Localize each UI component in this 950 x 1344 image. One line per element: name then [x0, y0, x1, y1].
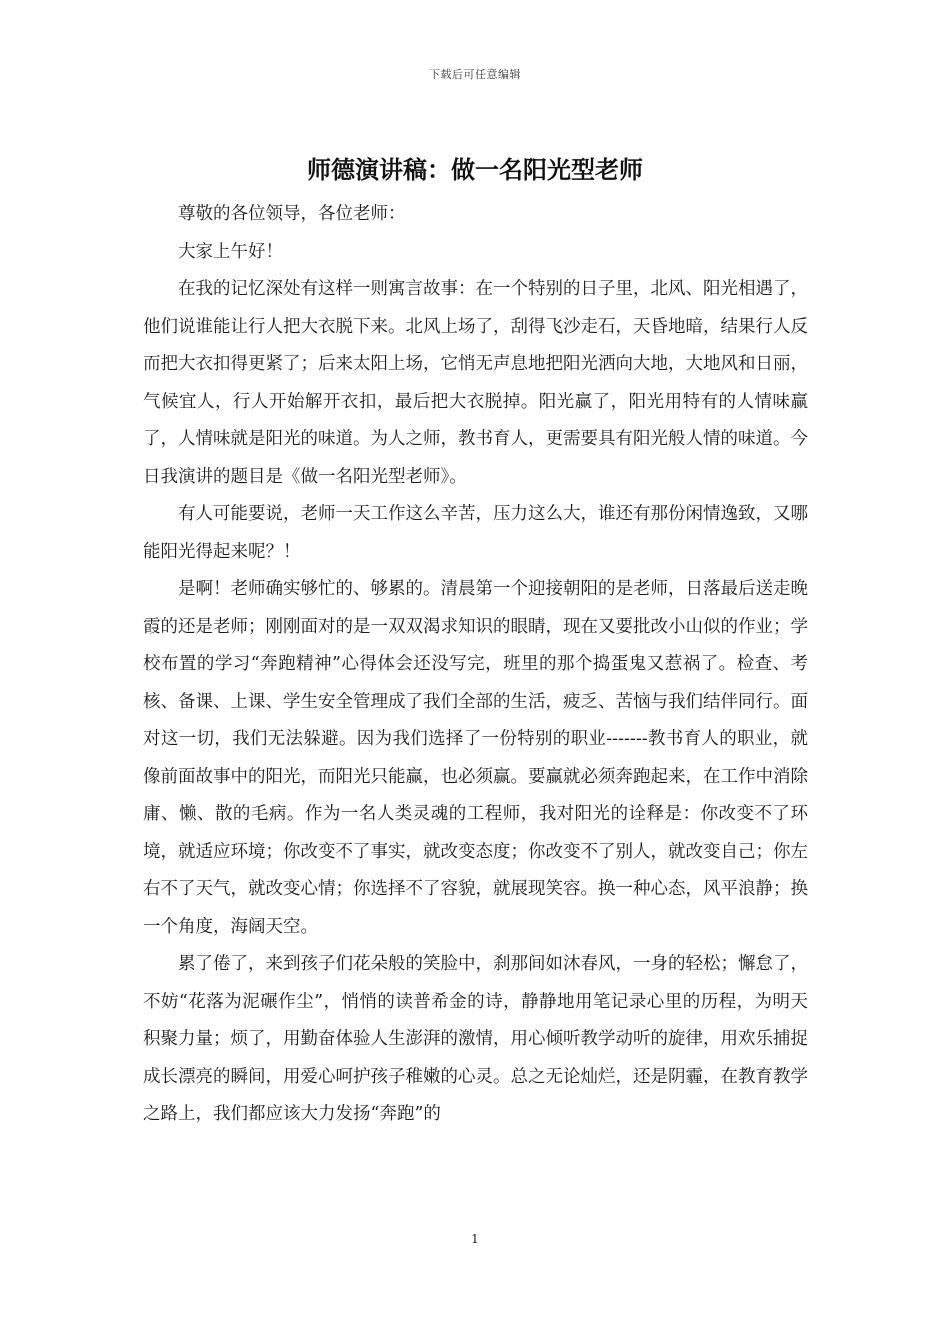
body-paragraph: 累了倦了，来到孩子们花朵般的笑脸中，刹那间如沐春风，一身的轻松；懈怠了，不妨“花落为泥碾作尘”，悄悄的读普希金的诗，静静地用笔记录心里的历程，为明天积聚力量；烦了，用勤奋体验人生澎湃的激情，用心倾听教学动听的旋律，用欢乐捕捉成长漂亮的瞬间，用爱心呵护孩子稚嫩的心灵。总之无论灿烂，还是阴霾，在教育教学之路上，我们都应该大力发扬“奔跑”的 — [143, 954, 808, 1124]
salutation: 尊敬的各位领导，各位老师： — [178, 204, 406, 224]
body-paragraph: 是啊！老师确实够忙的、够累的。清晨第一个迎接朝阳的是老师，日落最后送走晚霞的还是老师；刚刚面对的是一双双渴求知识的眼睛，现在又要批改小山似的作业；学校布置的学习“奔跑精神”心得体会还没写完，班里的那个捣蛋鬼又惹祸了。检查、考核、备课、上课、学生安全管理成了我们全部的生活，疲乏、苦恼与我们结伴同行。面对这一切，我们无法躲避。因为我们选择了一份特别的职业-------教书育人的职业，就像前面故事中的阳光，而阳光只能赢，也必须赢。要赢就必须奔跑起来，在工作中消除庸、懒、散的毛病。作为一名人类灵魂的工程师，我对阳光的诠释是：你改变不了环境，就适应环境；你改变不了事实，就改变态度；你改变不了别人，就改变自己；你左右不了天气，就改变心情；你选择不了容貌，就展现笑容。换一种心态，风平浪静；换一个角度，海阔天空。 — [143, 579, 808, 937]
greeting: 大家上午好！ — [178, 241, 283, 262]
page-header-note: 下载后可任意编辑 — [429, 68, 521, 81]
document-body — [143, 196, 808, 1134]
page-number: 1 — [471, 1232, 479, 1246]
document-title: 师德演讲稿：做一名阳光型老师 — [307, 156, 643, 184]
body-paragraph: 有人可能要说，老师一天工作这么辛苦，压力这么大，谁还有那份闲情逸致，又哪能阳光得起来呢？！ — [143, 504, 808, 562]
body-paragraph: 在我的记忆深处有这样一则寓言故事：在一个特别的日子里，北风、阳光相遇了，他们说谁能让行人把大衣脱下来。北风上场了，刮得飞沙走石，天昏地暗，结果行人反而把大衣扣得更紧了；后来太阳上场，它悄无声息地把阳光洒向大地，大地风和日丽，气候宜人，行人开始解开衣扣，最后把大衣脱掉。阳光赢了，阳光用特有的人情味赢了，人情味就是阳光的味道。为人之师，教书育人，更需要具有阳光般人情的味道。今日我演讲的题目是《做一名阳光型老师》。 — [143, 279, 808, 487]
